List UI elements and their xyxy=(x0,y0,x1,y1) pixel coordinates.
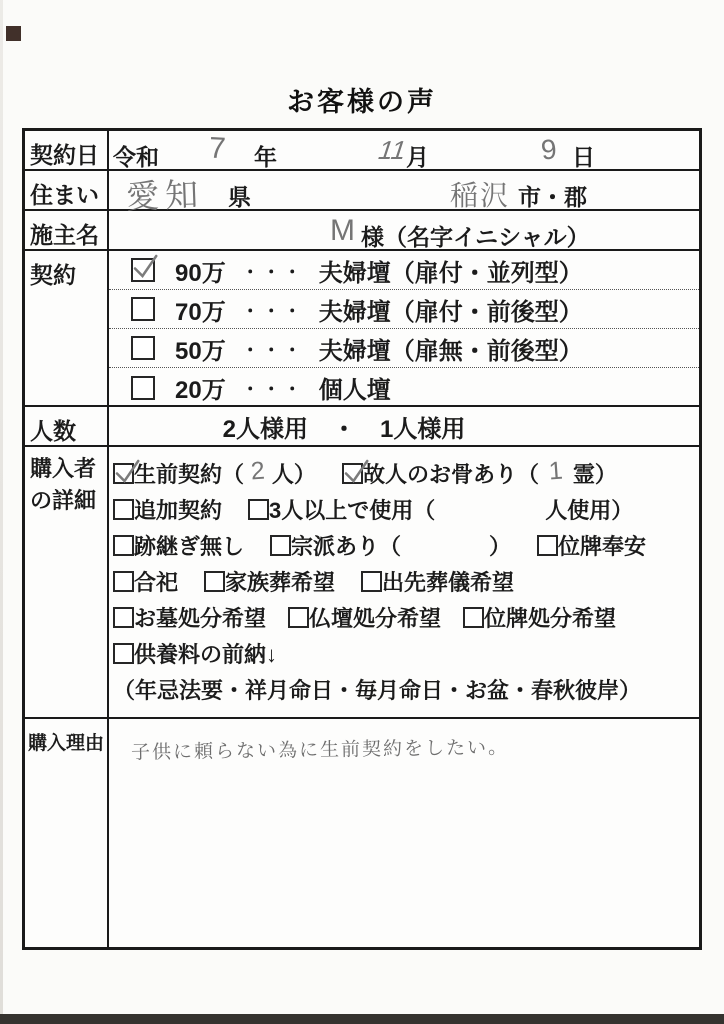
purchase-reason-label: 購入理由 xyxy=(25,719,109,947)
details-line-2 xyxy=(113,491,699,527)
residence-value-cell xyxy=(109,171,699,216)
city-suffix: 市・郡 xyxy=(518,184,587,210)
group-kotsu xyxy=(342,458,617,489)
option-price: 90万 xyxy=(175,259,226,287)
checkbox-shussaki-sougi[interactable] xyxy=(361,571,382,592)
kuyou-label: 供養料の前納↓ xyxy=(134,641,278,667)
kotsu-count-handwritten: 1 xyxy=(547,456,564,485)
checkmark-icon xyxy=(130,251,160,281)
option-dots: ・・・ xyxy=(241,340,305,360)
scan-bottom-edge-artifact xyxy=(0,1014,724,1024)
row-owner-name xyxy=(25,211,699,251)
people-count-value: 2人様用 ・ 1人様用 xyxy=(222,415,466,443)
checkmark-icon xyxy=(112,456,142,486)
purchase-reason-cell xyxy=(109,719,699,947)
group-kuyou xyxy=(113,638,277,669)
checkmark-icon xyxy=(341,456,371,486)
checkbox-ohaka-shobun[interactable] xyxy=(113,607,134,628)
contract-option-90 xyxy=(109,251,699,290)
kotsu-suffix: 霊） xyxy=(572,461,617,487)
checkbox-3nin-ijou[interactable] xyxy=(248,499,269,520)
group-tsuika xyxy=(113,494,222,525)
option-desc: 個人壇 xyxy=(318,377,391,404)
checkbox-goushi[interactable] xyxy=(113,571,134,592)
year-suffix: 年 xyxy=(254,144,277,170)
contract-option-50 xyxy=(109,329,699,368)
group-ihai-houan xyxy=(537,530,646,561)
checkbox-kazokusou[interactable] xyxy=(204,571,225,592)
shussaki-label: 出先葬儀希望 xyxy=(382,569,515,595)
details-line-4 xyxy=(113,563,699,599)
purchaser-details-label xyxy=(25,447,109,717)
checkbox-atotsugi-nashi[interactable] xyxy=(113,535,134,556)
option-dots: ・・・ xyxy=(241,301,305,321)
corner-scan-artifact xyxy=(6,26,21,41)
details-line-6 xyxy=(113,635,699,671)
day-handwritten: 9 xyxy=(539,133,558,166)
era-text: 令和 xyxy=(113,144,159,170)
atotsugi-label: 跡継ぎ無し xyxy=(134,533,245,559)
page-title: お客様の声 xyxy=(287,87,437,117)
tsuika-label: 追加契約 xyxy=(134,497,223,523)
option-price: 70万 xyxy=(175,298,226,326)
butsudan-label: 仏壇処分希望 xyxy=(309,605,442,631)
checkbox-kuyouryou-zennou[interactable] xyxy=(113,643,134,664)
contract-option-70 xyxy=(109,290,699,329)
group-shuha xyxy=(270,530,511,561)
kotsu-label: 故人のお骨あり（ xyxy=(362,461,539,487)
owner-initial-handwritten: M xyxy=(330,214,355,247)
purchase-reason-handwritten: 子供に頼らない為に生前契約をしたい。 xyxy=(130,737,510,764)
city-handwritten: 稲沢 xyxy=(450,180,511,211)
option-desc: 夫婦壇（扉無・前後型） xyxy=(318,337,583,365)
ohaka-label: お墓処分希望 xyxy=(134,605,267,631)
contract-option-20 xyxy=(109,368,699,407)
day-suffix: 日 xyxy=(572,144,595,170)
contract-options-cell xyxy=(109,251,699,405)
option-desc: 夫婦壇（扉付・前後型） xyxy=(318,298,583,326)
form-table xyxy=(22,128,702,950)
ihai-shobun-label: 位牌処分希望 xyxy=(484,605,617,631)
group-sannin xyxy=(248,494,633,525)
shuha-label: 宗派あり（ ） xyxy=(291,533,512,559)
people-count-cell xyxy=(109,407,699,445)
goushi-label: 合祀 xyxy=(134,569,179,595)
group-kazokusou xyxy=(204,566,335,597)
group-seizen xyxy=(113,458,316,489)
group-atotsugi xyxy=(113,530,244,561)
ihai-houan-label: 位牌奉安 xyxy=(558,533,647,559)
details-line-7 xyxy=(113,671,699,707)
checkbox-kojin-okotsu[interactable] xyxy=(342,463,363,484)
details-line-1 xyxy=(113,455,699,491)
prefecture-handwritten: 愛知 xyxy=(125,175,205,216)
checkbox-butsudan-shobun[interactable] xyxy=(288,607,309,628)
checkbox-20man[interactable] xyxy=(131,376,155,400)
checkbox-ihai-houan[interactable] xyxy=(537,535,558,556)
group-shussaki xyxy=(361,566,514,597)
option-dots: ・・・ xyxy=(241,262,305,282)
checkbox-shuha-ari[interactable] xyxy=(270,535,291,556)
month-handwritten: 11 xyxy=(374,135,412,165)
row-people-count xyxy=(25,407,699,447)
option-desc: 夫婦壇（扉付・並列型） xyxy=(318,259,583,287)
row-purchase-reason xyxy=(25,719,699,947)
details-line-3 xyxy=(113,527,699,563)
owner-suffix: 様（名字イニシャル） xyxy=(361,224,590,250)
option-price: 20万 xyxy=(175,377,226,404)
seizen-label: 生前契約（ xyxy=(134,461,245,487)
row-purchaser-details xyxy=(25,447,699,719)
row-residence xyxy=(25,171,699,216)
kazokusou-label: 家族葬希望 xyxy=(225,569,336,595)
checkbox-tsuika-keiyaku[interactable] xyxy=(113,499,134,520)
contract-date-label: 契約日 xyxy=(25,131,109,169)
owner-name-value-cell xyxy=(109,211,699,249)
option-dots: ・・・ xyxy=(241,380,305,399)
details-line-5 xyxy=(113,599,699,635)
month-suffix: 月 xyxy=(406,144,429,170)
seizen-count-handwritten: 2 xyxy=(249,456,266,485)
purchaser-label-line1: 購入者 xyxy=(30,456,97,481)
group-goushi xyxy=(113,566,178,597)
people-count-label: 人数 xyxy=(25,407,109,445)
year-handwritten: 7 xyxy=(208,131,227,166)
memorial-services-note: （年忌法要・祥月命日・毎月命日・お盆・春秋彼岸） xyxy=(113,677,642,703)
checkbox-ihai-shobun[interactable] xyxy=(463,607,484,628)
purchaser-label-line2: の詳細 xyxy=(30,488,97,513)
sannin-label: 3人以上で使用（ 人使用） xyxy=(269,497,634,523)
checkbox-70man[interactable] xyxy=(131,297,155,321)
scan-edge-artifact xyxy=(0,0,3,1024)
prefecture-suffix: 県 xyxy=(228,184,251,210)
group-butsudan xyxy=(288,602,441,633)
checkbox-seizen-keiyaku[interactable] xyxy=(113,463,134,484)
seizen-suffix: 人） xyxy=(271,461,316,487)
purchaser-details-cell xyxy=(109,447,699,717)
checkbox-50man[interactable] xyxy=(131,336,155,360)
row-contract-date xyxy=(25,131,699,171)
checkbox-90man[interactable] xyxy=(131,258,155,282)
option-price: 50万 xyxy=(175,337,226,365)
residence-label: 住まい xyxy=(25,171,109,209)
group-ohaka xyxy=(113,602,266,633)
row-contract-options xyxy=(25,251,699,407)
group-ihai-shobun xyxy=(463,602,616,633)
contract-date-value-cell xyxy=(109,131,699,169)
contract-label: 契約 xyxy=(25,251,109,405)
owner-name-label: 施主名 xyxy=(25,211,109,249)
